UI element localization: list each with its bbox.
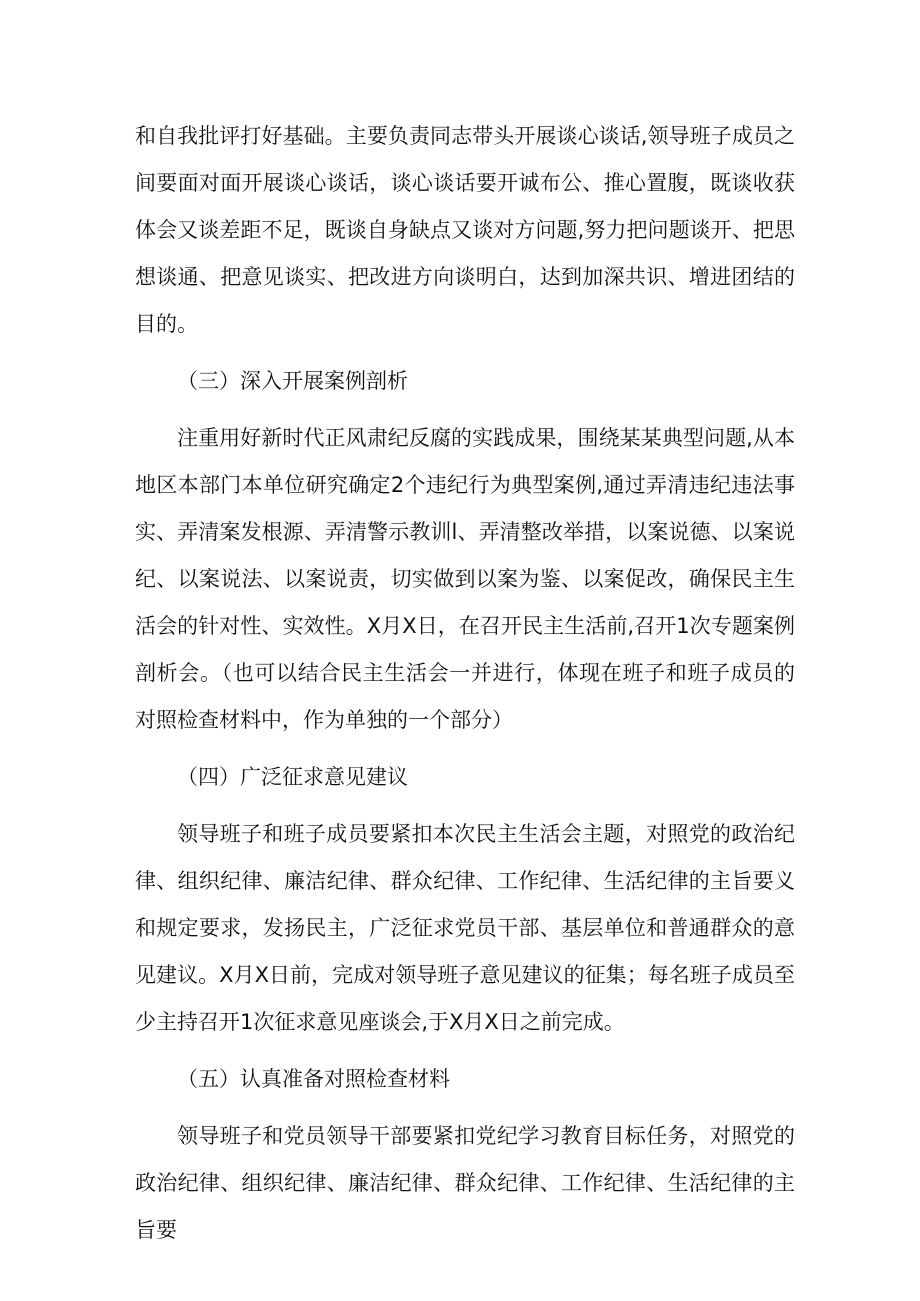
paragraph-case-analysis: 注重用好新时代正风肃纪反腐的实践成果，围绕某某典型问题,从本地区本部门本单位研究确定2个违纪行为典型案例,通过弄清违纪违法事实、弄清案发根源、弄清警示教训l、弄清整改举措，以案说德、以案说纪、以案说法、以案说责，切实做到以案为鉴、以案促改，确保民主生活会的针对性、实效性。X月X日，在召开民主生活前,召开1次专题案例剖析会。（也可以结合民主生活会一并进行，体现在班子和班子成员的对照检查材料中，作为单独的一个部分） bbox=[135, 426, 795, 732]
paragraph-gap bbox=[135, 1046, 795, 1056]
paragraph-solicit-opinions: 领导班子和班子成员要紧扣本次民主生活会主题，对照党的政治纪律、组织纪律、廉洁纪律、群众纪律、工作纪律、生活纪律的主旨要义和规定要求，发扬民主，广泛征求党员干部、基层单位和普通群众的意见建议。X月X日前，完成对领导班子意见建议的征集；每名班子成员至少主持召开1次征求意见座谈会,于X月X日之前完成。 bbox=[135, 822, 795, 1034]
document-body bbox=[135, 113, 795, 1254]
paragraph-prepare-materials: 领导班子和党员领导干部要紧扣党纪学习教育目标任务，对照党的政治纪律、组织纪律、廉洁纪律、群众纪律、工作纪律、生活纪律的主旨要 bbox=[135, 1124, 795, 1242]
heading-case-analysis: （三）深入开展案例剖析 bbox=[177, 369, 408, 393]
paragraph-gap bbox=[135, 1103, 795, 1113]
heading-solicit-opinions: （四）广泛征求意见建议 bbox=[177, 765, 408, 789]
heading-prepare-materials: （五）认真准备对照检查材料 bbox=[177, 1067, 450, 1091]
paragraph-gap bbox=[135, 744, 795, 754]
paragraph-gap bbox=[135, 405, 795, 415]
paragraph-gap bbox=[135, 348, 795, 358]
paragraph-talk-discussion: 和自我批评打好基础。主要负责同志带头开展谈心谈话,领导班子成员之间要面对面开展谈心谈话，谈心谈话要开诚布公、推心置腹，既谈收获体会又谈差距不足，既谈自身缺点又谈对方问题,努力把问题谈开、把思想谈通、把意见谈实、把改进方向谈明白，达到加深共识、增进团结的目的。 bbox=[135, 124, 795, 336]
paragraph-gap bbox=[135, 801, 795, 811]
